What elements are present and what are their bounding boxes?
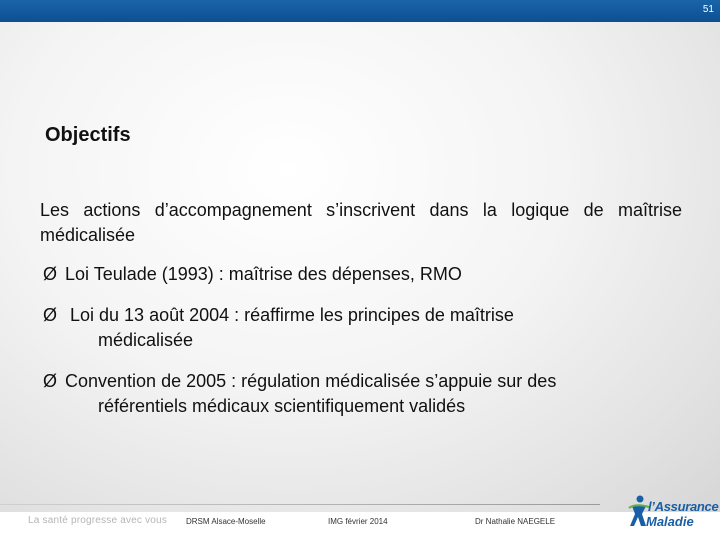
bullet-item [43, 262, 682, 287]
arrow-bullet-icon: Ø [43, 305, 58, 325]
bullet-text: Loi Teulade (1993) : maîtrise des dépenses, RMO [65, 264, 462, 284]
bullet-text: Loi du 13 août 2004 : réaffirme les principes de maîtrise [65, 305, 514, 325]
intro-paragraph: Les actions d’accompagnement s’inscrivent dans la logique de maîtrise médicalisée [40, 200, 682, 245]
footer-organization: DRSM Alsace-Moselle [186, 517, 266, 526]
bullet-continuation: médicalisée [98, 330, 194, 350]
top-bar [0, 0, 720, 22]
bullet-item [43, 369, 682, 419]
bullet-continuation: référentiels médicaux scientifiquement validés [98, 396, 466, 416]
arrow-bullet-icon: Ø [43, 371, 58, 391]
footer-tagline: La santé progresse avec vous [28, 515, 168, 526]
logo-text-line1: l’Assurance [648, 499, 719, 514]
footer-date: IMG février 2014 [328, 517, 388, 526]
logo-text-line2: Maladie [646, 514, 694, 529]
assurance-maladie-logo [626, 490, 719, 534]
arrow-bullet-icon: Ø [43, 264, 58, 284]
bullet-text: Convention de 2005 : régulation médicalisée s’appuie sur des [65, 371, 557, 391]
footer-divider [0, 504, 600, 505]
bullet-item [43, 303, 682, 353]
slide-title: Objectifs [45, 124, 131, 146]
footer-author: Dr Nathalie NAEGELE [475, 517, 556, 526]
page-number: 51 [702, 4, 714, 15]
